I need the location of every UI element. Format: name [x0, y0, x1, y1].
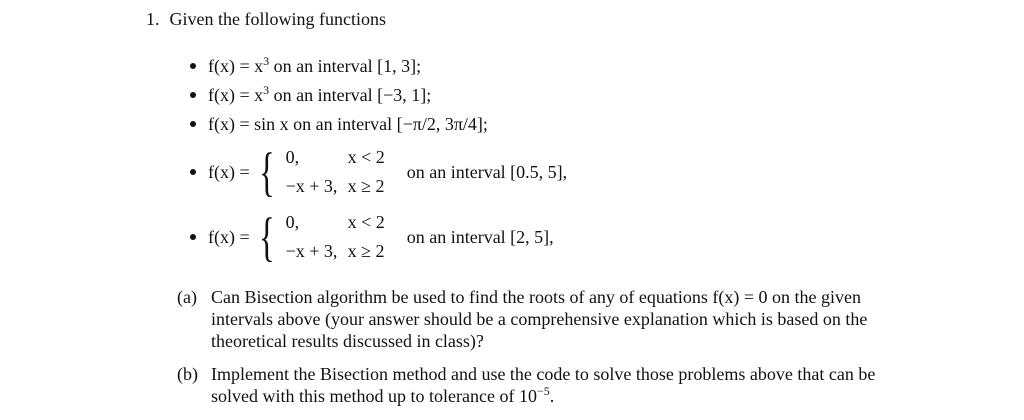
problem-number: 1. [146, 9, 160, 29]
part-text: Can Bisection algorithm be used to find the roots of any of equations f(x) = 0 on the given intervals above (your answer should be a comprehensive explanation which is based on the theoretical results discussed in class)? [211, 287, 868, 351]
bullet-dot [190, 92, 196, 98]
bullet-dot [190, 121, 196, 127]
function-interval: on an interval [1, 3]; [273, 56, 422, 76]
function-interval: on an interval [−π/2, 3π/4]; [293, 114, 488, 134]
function-interval: on an interval [−3, 1]; [273, 85, 432, 105]
part-label: (a) [177, 287, 197, 307]
function-lhs: f(x) = [208, 226, 250, 247]
bullet-dot [190, 63, 196, 69]
part-text: Implement the Bisection method and use the code to solve those problems above that can be solved with this method up to tolerance of $10^{-5}$. [211, 364, 876, 406]
question-part-a [177, 286, 897, 352]
function-item-5 [190, 209, 554, 265]
function-item-3 [190, 112, 488, 136]
piecewise-cases: 0, x < 2 −x + 3, x ≥ 2 [285, 212, 385, 261]
piecewise-cases: 0, x < 2 −x + 3, x ≥ 2 [285, 147, 385, 196]
piecewise-brace: { [258, 207, 275, 267]
function-lhs: f(x) = [208, 161, 250, 182]
function-item-2 [190, 83, 431, 107]
problem-heading [146, 7, 386, 31]
function-expression: $f(x) = x^3$ [208, 54, 270, 76]
function-expression: f(x) = sin x [208, 114, 289, 134]
part-label: (b) [177, 364, 198, 384]
question-part-b [177, 363, 897, 407]
function-interval: on an interval [2, 5], [406, 226, 554, 247]
bullet-dot [190, 169, 196, 175]
function-item-1 [190, 54, 421, 78]
function-item-4 [190, 144, 567, 200]
function-interval: on an interval [0.5, 5], [406, 161, 568, 182]
function-expression: $f(x) = x^3$ [208, 83, 270, 105]
bullet-dot [190, 234, 196, 240]
piecewise-brace: { [258, 142, 275, 202]
problem-heading-text: Given the following functions [169, 9, 386, 29]
